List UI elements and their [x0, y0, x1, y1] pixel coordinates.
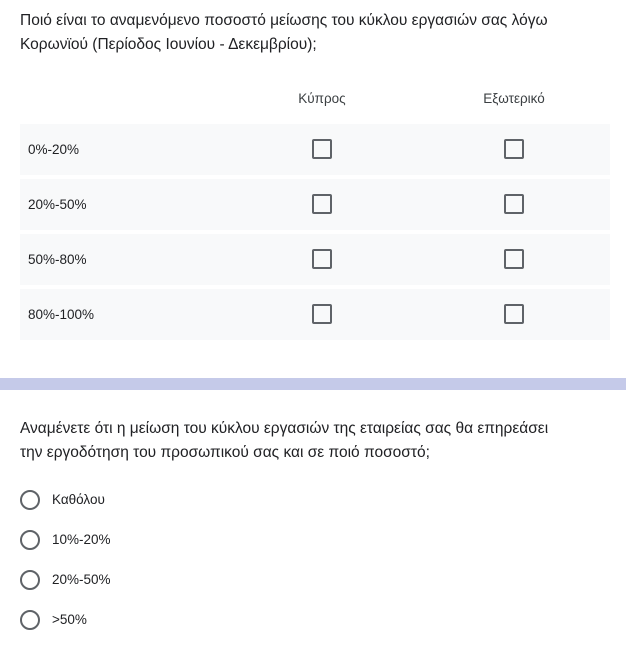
checkbox-cyprus[interactable] [312, 249, 332, 269]
radio-button[interactable] [20, 530, 40, 550]
checkbox-abroad[interactable] [504, 249, 524, 269]
checkbox-abroad[interactable] [504, 194, 524, 214]
grid-row-label: 80%-100% [28, 307, 95, 322]
checkbox-cyprus[interactable] [312, 304, 332, 324]
radio-button[interactable] [20, 610, 40, 630]
radio-option-label: >50% [52, 612, 87, 627]
grid-row [20, 179, 610, 230]
radio-option[interactable] [20, 490, 320, 514]
question-title: Αναμένετε ότι η μείωση του κύκλου εργασιών της εταιρείας σας θα επηρεάσει την εργοδότηση του προσωπικού σας και σε ποιό ποσοστό; [20, 420, 549, 461]
question-title: Ποιό είναι το αναμενόμενο ποσοστό μείωσης του κύκλου εργασιών σας λόγω Κορωνϊού (Περίοδος Ιουνίου - Δεκεμβρίου); [20, 12, 548, 53]
radio-button[interactable] [20, 570, 40, 590]
radio-option[interactable] [20, 610, 320, 634]
section-divider [0, 378, 626, 390]
column-header-abroad: Εξωτερικό [483, 91, 545, 106]
grid-row [20, 234, 610, 285]
grid-row [20, 289, 610, 340]
column-header-cyprus: Κύπρος [298, 91, 346, 106]
radio-option-label: 20%-50% [52, 572, 111, 587]
checkbox-abroad[interactable] [504, 304, 524, 324]
checkbox-cyprus[interactable] [312, 194, 332, 214]
grid-row-label: 50%-80% [28, 252, 87, 267]
grid-row-label: 0%-20% [28, 142, 80, 157]
question-radio-employment-impact [0, 390, 626, 661]
checkbox-abroad[interactable] [504, 139, 524, 159]
radio-option[interactable] [20, 570, 320, 594]
grid-row-label: 20%-50% [28, 197, 87, 212]
checkbox-cyprus[interactable] [312, 139, 332, 159]
radio-button[interactable] [20, 490, 40, 510]
radio-option-label: 10%-20% [52, 532, 111, 547]
radio-option[interactable] [20, 530, 320, 554]
radio-option-label: Καθόλου [52, 492, 105, 507]
grid-column-headers [0, 88, 626, 110]
grid-row [20, 124, 610, 175]
